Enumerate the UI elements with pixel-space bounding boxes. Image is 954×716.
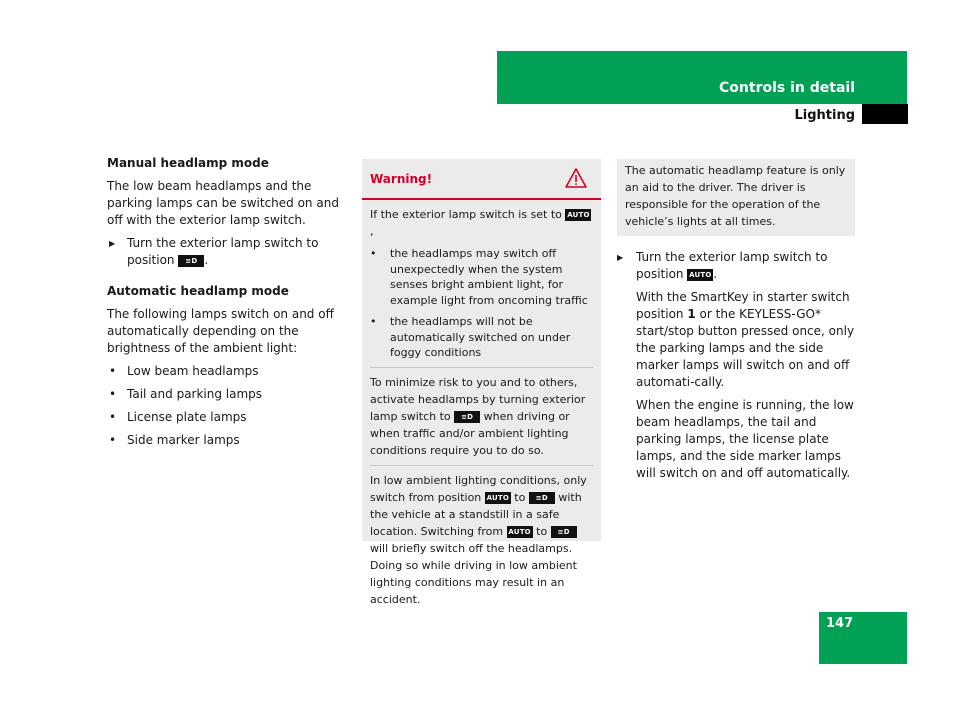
list-item: • Side marker lamps [107,432,347,449]
note-text: The automatic headlamp feature is only an aid to the driver. The driver is responsible for the operation of the vehicle’s lights at all times. [625,164,846,228]
list-item: • the headlamps will not be automatically switched on under foggy conditions [370,314,593,361]
warning-para-2: In low ambient lighting conditions, only switch from position AUTO to ≡D with the vehicle at a standstill in a safe location. Switching from AUTO to ≡D will briefly switch off the headlamps. Doing so while driving in low ambient lighting conditions may result in an accident. [370,473,587,606]
list-item: • the headlamps may switch off unexpectedly when the system senses bright ambient light, for example light from oncoming traffic [370,246,593,308]
list-item: • Low beam headlamps [107,363,347,380]
low-beam-icon: ≡D [551,526,577,538]
manual-step-text: Turn the exterior lamp switch to position [127,236,319,267]
header-bar [497,51,907,104]
auto-icon: AUTO [567,211,590,219]
smartkey-para: With the SmartKey in starter switch position 1 or the KEYLESS-GO* start/stop button pressed once, only the parking lamps and the side marker lamps will switch on and off automati-cally. [636,290,855,389]
auto-icon: AUTO [689,270,712,279]
auto-heading: Automatic headlamp mode [107,284,289,298]
left-column [107,155,347,455]
manual-step: ▶ Turn the exterior lamp switch to position ≡D . [109,236,319,267]
auto-step: ▶ Turn the exterior lamp switch to position AUTO . [617,250,828,281]
low-beam-icon: ≡D [454,411,480,423]
section-title: Controls in detail [719,80,855,96]
auto-icon: AUTO [486,493,509,502]
list-item: • License plate lamps [107,409,347,426]
auto-step-text: Turn the exterior lamp switch to position [636,250,828,281]
warning-body [362,200,601,608]
low-beam-icon: ≡D [178,255,204,267]
divider [370,465,593,466]
warning-para-1: To minimize risk to you and to others, activate headlamps by turning exterior lamp switch to ≡D when driving or when traffic and/or ambient lighting conditions require you to do so. [370,375,586,457]
manual-heading: Manual headlamp mode [107,156,269,170]
warning-list [370,246,593,361]
low-beam-icon: ≡D [529,492,555,504]
right-column [617,249,857,488]
note-box [617,159,855,236]
list-item: • Tail and parking lamps [107,386,347,403]
step-arrow-icon: ▶ [617,253,624,262]
section-tab-marker [862,104,908,124]
page-number: 147 [826,616,854,631]
auto-lamp-list [107,363,347,449]
warning-box [362,159,601,606]
warning-header [362,159,601,200]
step-arrow-icon: ▶ [109,239,116,248]
auto-icon: AUTO [508,527,531,536]
engine-para: When the engine is running, the low beam headlamps, the tail and parking lamps, the license plate lamps, and the side marker lamps will switch on and off automatically. [636,398,854,480]
warning-intro: If the exterior lamp switch is set to AUTO, [370,208,590,238]
subsection-title: Lighting [794,108,855,123]
warning-triangle-icon [565,168,587,188]
auto-text: The following lamps switch on and off automatically depending on the brightness of the ambient light: [107,307,334,355]
warning-title: Warning! [370,172,433,186]
divider [370,367,593,368]
manual-text: The low beam headlamps and the parking lamps can be switched on and off with the exterior lamp switch. [107,179,339,227]
